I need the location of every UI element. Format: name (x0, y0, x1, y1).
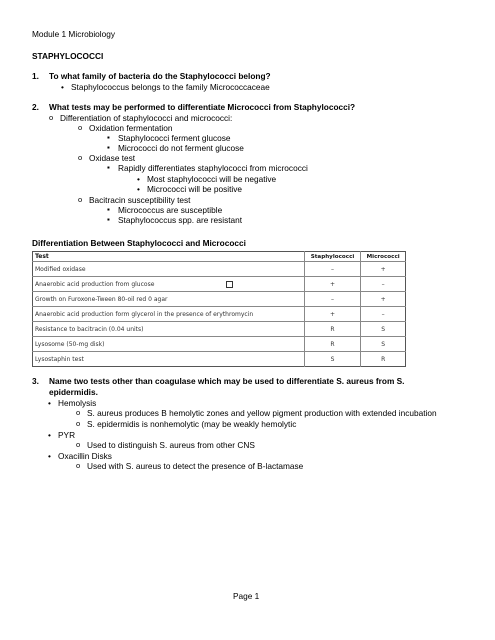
differentiation-table (32, 251, 406, 367)
header-test: Test (33, 252, 305, 262)
table-row (33, 352, 406, 367)
q2-item: o Differentiation of staphylococci and micrococci: (60, 113, 232, 123)
table-row (33, 307, 406, 322)
q2-item: • Most staphylococci will be negative (147, 174, 276, 184)
cell-staph: R (304, 337, 361, 352)
cell-micro: – (361, 277, 406, 292)
q1-number: 1. (32, 71, 39, 81)
cell-test (33, 277, 305, 292)
q1-answer: • Staphylococcus belongs to the family Micrococcaceae (71, 82, 270, 92)
table-row (33, 322, 406, 337)
table-row (33, 262, 406, 277)
table-title: Differentiation Between Staphylococci and Micrococci (32, 238, 246, 248)
q3-question-line2: epidermidis. (49, 387, 98, 397)
table-header-row (33, 252, 406, 262)
q2-item: ▪ Micrococci do not ferment glucose (118, 143, 244, 153)
section-title: STAPHYLOCOCCI (32, 51, 104, 61)
q3-item: • Oxacillin Disks (58, 451, 112, 461)
cell-staph: – (304, 292, 361, 307)
q2-item: ▪ Staphylococcus spp. are resistant (118, 215, 242, 225)
q2-item: ▪ Micrococcus are susceptible (118, 205, 222, 215)
q3-item: • PYR (58, 430, 75, 440)
cell-test: Resistance to bacitracin (0.04 units) (33, 322, 305, 337)
cell-test: Anaerobic acid production form glycerol in the presence of erythromycin (33, 307, 305, 322)
q3-number: 3. (32, 376, 39, 386)
q3-item: o Used with S. aureus to detect the presence of B-lactamase (87, 461, 303, 471)
checkbox-icon (226, 281, 233, 288)
cell-micro: + (361, 292, 406, 307)
cell-micro: + (361, 262, 406, 277)
q3-item: • Hemolysis (58, 398, 96, 408)
q2-item: o Oxidase test (89, 153, 135, 163)
q1-question: To what family of bacteria do the Staphylococci belong? (49, 71, 271, 81)
table-row (33, 277, 406, 292)
cell-micro: – (361, 307, 406, 322)
cell-staph: – (304, 262, 361, 277)
cell-test: Modified oxidase (33, 262, 305, 277)
cell-staph: R (304, 322, 361, 337)
page-number: Page 1 (233, 591, 260, 601)
cell-test: Lysosome (50-mg disk) (33, 337, 305, 352)
table-row (33, 337, 406, 352)
q3-question-line1: Name two tests other than coagulase which may be used to differentiate S. aureus from S. (49, 376, 405, 386)
q2-number: 2. (32, 102, 39, 112)
cell-staph: S (304, 352, 361, 367)
header-micrococci: Micrococci (361, 252, 406, 262)
q2-item: ▪ Staphylococci ferment glucose (118, 133, 231, 143)
header-staphylococci: Staphylococci (304, 252, 361, 262)
q2-item: o Oxidation fermentation (89, 123, 172, 133)
q3-item: o Used to distinguish S. aureus from other CNS (87, 440, 255, 450)
cell-staph: + (304, 307, 361, 322)
table-row (33, 292, 406, 307)
cell-micro: S (361, 322, 406, 337)
q2-item: • Micrococci will be positive (147, 184, 242, 194)
cell-staph: + (304, 277, 361, 292)
cell-micro: R (361, 352, 406, 367)
cell-test-text: Anaerobic acid production from glucose (35, 280, 155, 288)
module-header: Module 1 Microbiology (32, 29, 116, 39)
cell-test: Growth on Furoxone-Tween 80-oil red 0 agar (33, 292, 305, 307)
q2-item: ▪ Rapidly differentiates staphylococci from micrococci (118, 163, 308, 173)
q3-item: o S. aureus produces B hemolytic zones and yellow pigment production with extended incubation (87, 408, 437, 418)
q3-item: o S. epidermidis is nonhemolytic (may be weakly hemolytic (87, 419, 296, 429)
cell-test: Lysostaphin test (33, 352, 305, 367)
cell-micro: S (361, 337, 406, 352)
q2-question: What tests may be performed to differentiate Micrococci from Staphylococci? (49, 102, 356, 112)
q2-item: o Bacitracin susceptibility test (89, 195, 190, 205)
